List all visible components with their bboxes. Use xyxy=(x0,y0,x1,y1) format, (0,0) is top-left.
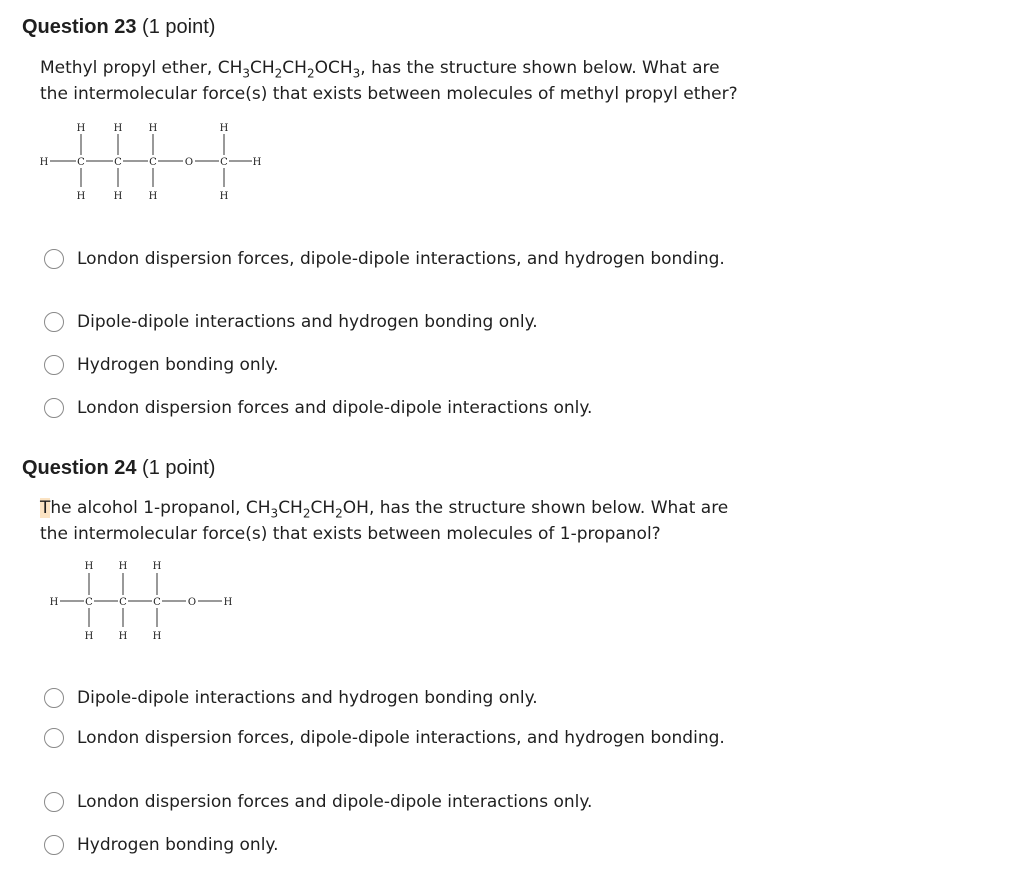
prompt-line-2: the intermolecular force(s) that exists between molecules of methyl propyl ether? xyxy=(40,84,738,104)
option-label: London dispersion forces, dipole-dipole interactions, and hydrogen bonding. xyxy=(77,249,725,269)
radio-button[interactable] xyxy=(44,835,64,855)
question-points: (1 point) xyxy=(142,16,216,38)
atom-h: H xyxy=(84,631,94,642)
question-number: Question 24 xyxy=(22,457,137,479)
radio-button[interactable] xyxy=(44,728,64,748)
atom-h: H xyxy=(148,191,158,202)
option-label: Hydrogen bonding only. xyxy=(77,355,279,375)
option-label: Dipole-dipole interactions and hydrogen bonding only. xyxy=(77,312,538,332)
q24-option-4[interactable] xyxy=(44,832,278,858)
question-23-title xyxy=(22,16,215,39)
highlighted-text: T xyxy=(40,498,51,518)
atom-h: H xyxy=(252,157,262,168)
atom-c: C xyxy=(149,157,157,168)
atom-c: C xyxy=(77,157,85,168)
question-number: Question 23 xyxy=(22,16,137,38)
q24-option-3[interactable] xyxy=(44,789,592,815)
atom-h: H xyxy=(113,123,123,134)
atom-h: H xyxy=(118,561,128,572)
atom-h: H xyxy=(118,631,128,642)
methyl-propyl-ether-structure xyxy=(30,115,270,210)
option-label: London dispersion forces and dipole-dipole interactions only. xyxy=(77,398,593,418)
option-label: London dispersion forces, dipole-dipole interactions, and hydrogen bonding. xyxy=(77,728,725,748)
question-23-prompt xyxy=(40,55,800,107)
atom-c: C xyxy=(85,597,93,608)
q23-option-1[interactable] xyxy=(44,246,725,272)
question-24-prompt xyxy=(40,495,800,547)
option-label: Hydrogen bonding only. xyxy=(77,835,279,855)
radio-button[interactable] xyxy=(44,249,64,269)
atom-h: H xyxy=(152,631,162,642)
atom-h: H xyxy=(76,123,86,134)
question-points: (1 point) xyxy=(142,457,216,479)
q24-option-1[interactable] xyxy=(44,685,538,711)
atom-o: O xyxy=(184,157,194,168)
radio-button[interactable] xyxy=(44,398,64,418)
q23-option-2[interactable] xyxy=(44,309,538,335)
atom-h: H xyxy=(39,157,49,168)
radio-button[interactable] xyxy=(44,355,64,375)
radio-button[interactable] xyxy=(44,688,64,708)
atom-c: C xyxy=(114,157,122,168)
atom-h: H xyxy=(223,597,233,608)
1-propanol-structure xyxy=(40,555,240,650)
prompt-line-2: the intermolecular force(s) that exists between molecules of 1-propanol? xyxy=(40,524,661,544)
question-24-title xyxy=(22,457,215,480)
option-label: Dipole-dipole interactions and hydrogen bonding only. xyxy=(77,688,538,708)
atom-c: C xyxy=(119,597,127,608)
atom-h: H xyxy=(219,191,229,202)
option-label: London dispersion forces and dipole-dipole interactions only. xyxy=(77,792,593,812)
atom-h: H xyxy=(148,123,158,134)
atom-c: C xyxy=(153,597,161,608)
q24-option-2[interactable] xyxy=(44,725,725,751)
atom-h: H xyxy=(84,561,94,572)
atom-h: H xyxy=(49,597,59,608)
atom-h: H xyxy=(113,191,123,202)
atom-c: C xyxy=(220,157,228,168)
q23-option-3[interactable] xyxy=(44,352,278,378)
radio-button[interactable] xyxy=(44,792,64,812)
atom-o: O xyxy=(187,597,197,608)
prompt-line-1: The alcohol 1-propanol, $CH_3CH_2CH_2OH$, has the structure shown below. What are xyxy=(40,498,729,521)
radio-button[interactable] xyxy=(44,312,64,332)
atom-h: H xyxy=(152,561,162,572)
prompt-line-1: Methyl propyl ether, $CH_3CH_2CH_2OCH_3$, has the structure shown below. What are xyxy=(40,58,720,81)
atom-h: H xyxy=(76,191,86,202)
q23-option-4[interactable] xyxy=(44,395,592,421)
atom-h: H xyxy=(219,123,229,134)
